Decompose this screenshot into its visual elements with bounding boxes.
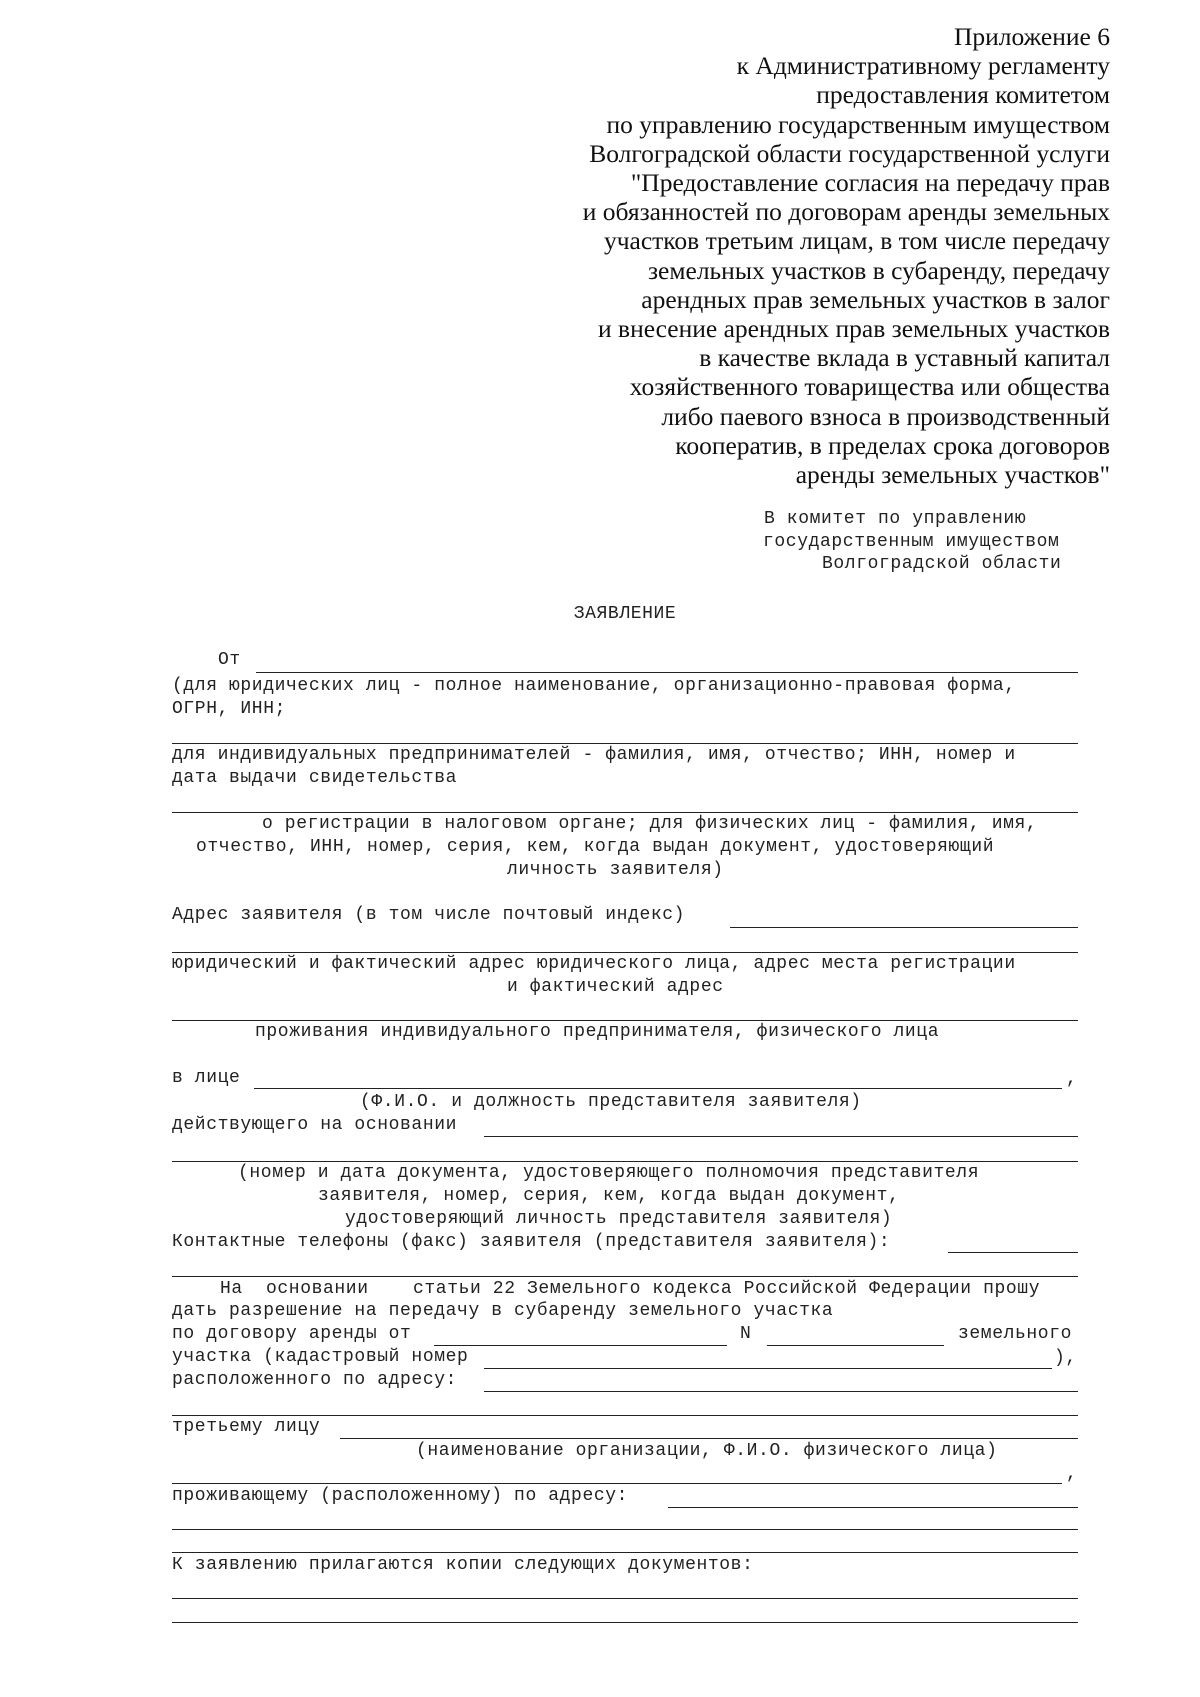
address-hint: юридический и фактический адрес юридического лица, адрес места регистрации (172, 954, 1016, 974)
appendix-line: либо паевого взноса в производственный (661, 401, 1110, 431)
appendix-line: Приложение 6 (954, 22, 1110, 51)
request-text: дать разрешение на передачу в субаренду земельного участка (172, 1301, 834, 1321)
request-text: основании (266, 1279, 369, 1299)
address-field[interactable] (172, 1020, 1078, 1021)
located-label: расположенного по адресу: (172, 1370, 458, 1390)
residing-label: проживающему (расположенному) по адресу: (172, 1486, 629, 1506)
addressee-line: государственным имуществом (763, 531, 1060, 552)
third-party-field[interactable] (172, 1483, 1062, 1484)
from-field[interactable] (256, 672, 1078, 673)
appendix-header (550, 22, 1110, 489)
attachments-label: К заявлению прилагаются копии следующих документов: (172, 1555, 754, 1575)
phones-field[interactable] (948, 1252, 1078, 1253)
appendix-line: участков третьим лицам, в том числе передачу (603, 226, 1110, 256)
address-label: Адрес заявителя (в том числе почтовый индекс) (172, 905, 686, 925)
appendix-line: "Предоставление согласия на передачу прав (630, 168, 1110, 198)
applicant-field[interactable] (172, 812, 1078, 813)
appendix-line: арендных прав земельных участков в залог (641, 284, 1110, 314)
appendix-line: и внесение арендных прав земельных участков (598, 314, 1110, 344)
request-text: На (220, 1279, 243, 1299)
residing-address-field[interactable] (172, 1529, 1078, 1530)
cadastral-label: участка (кадастровый номер (172, 1347, 469, 1367)
legal-entity-hint: (для юридических лиц - полное наименование, организационно-правовая форма, (172, 676, 1016, 696)
plot-address-field[interactable] (484, 1391, 1078, 1392)
represented-label: в лице (172, 1068, 241, 1088)
number-label: N (740, 1324, 752, 1344)
addressee-line: В комитет по управлению (764, 509, 1027, 529)
appendix-line: предоставления комитетом (816, 80, 1110, 110)
appendix-line: к Административному регламенту (736, 51, 1110, 81)
attachments-field[interactable] (172, 1622, 1078, 1623)
address-hint: и фактический адрес (507, 977, 724, 997)
basis-hint: (номер и дата документа, удостоверяющего полномочия представителя (238, 1163, 980, 1183)
applicant-field[interactable] (172, 743, 1078, 744)
legal-entity-hint: ОГРН, ИНН; (172, 699, 287, 719)
lease-label: по договору аренды от (172, 1324, 412, 1344)
basis-hint: удостоверяющий личность представителя заявителя) (345, 1209, 893, 1229)
appendix-line: земельных участков в субаренду, передачу (647, 255, 1110, 285)
appendix-line: кооператив, в пределах срока договоров (675, 430, 1110, 460)
lease-date-field[interactable] (434, 1345, 727, 1346)
individual-hint: личность заявителя) (507, 860, 724, 880)
appendix-line: Волгоградской области государственной услуги (589, 138, 1110, 168)
cadastral-field[interactable] (484, 1368, 1052, 1369)
address-hint: проживания индивидуального предпринимателя, физического лица (255, 1022, 940, 1042)
comma: , (1066, 1069, 1078, 1089)
attachments-field[interactable] (172, 1598, 1078, 1599)
appendix-line: по управлению государственным имуществом (606, 109, 1110, 139)
comma: , (1066, 1464, 1078, 1484)
plot-address-field[interactable] (172, 1415, 1078, 1416)
residing-address-field[interactable] (668, 1507, 1078, 1508)
represented-hint: (Ф.И.О. и должность представителя заявителя) (360, 1092, 862, 1112)
appendix-line: хозяйственного товарищества или общества (629, 372, 1110, 402)
individual-hint: о регистрации в налоговом органе; для физических лиц - фамилия, имя, (262, 814, 1038, 834)
from-label: От (218, 650, 241, 670)
appendix-line: аренды земельных участков" (795, 460, 1110, 490)
basis-field[interactable] (172, 1161, 1078, 1162)
phones-field[interactable] (172, 1276, 1078, 1277)
individual-hint: отчество, ИНН, номер, серия, кем, когда выдан документ, удостоверяющий (196, 837, 995, 857)
basis-label: действующего на основании (172, 1115, 458, 1135)
representative-field[interactable] (254, 1088, 1062, 1089)
addressee-line: Волгоградской области (822, 554, 1062, 574)
basis-field[interactable] (484, 1136, 1078, 1137)
appendix-line: в качестве вклада в уставный капитал (699, 343, 1110, 373)
address-field[interactable] (172, 952, 1078, 953)
plot-label: земельного (958, 1324, 1073, 1344)
address-field[interactable] (730, 927, 1078, 928)
entrepreneur-hint: дата выдачи свидетельства (172, 768, 458, 788)
phones-label: Контактные телефоны (факс) заявителя (представителя заявителя): (172, 1232, 891, 1252)
cadastral-close: ), (1054, 1348, 1077, 1368)
entrepreneur-hint: для индивидуальных предпринимателей - фамилия, имя, отчество; ИНН, номер и (172, 745, 1016, 765)
addressee-block (700, 508, 1080, 576)
residing-address-field[interactable] (172, 1552, 1078, 1553)
request-text: статьи 22 Земельного кодекса Российской Федерации прошу (413, 1279, 1041, 1299)
lease-number-field[interactable] (767, 1345, 944, 1346)
third-party-hint: (наименование организации, Ф.И.О. физического лица) (416, 1441, 998, 1461)
document-title: ЗАЯВЛЕНИЕ (573, 604, 677, 624)
basis-hint: заявителя, номер, серия, кем, когда выдан документ, (318, 1186, 900, 1206)
third-party-field[interactable] (340, 1438, 1078, 1439)
third-party-label: третьему лицу (172, 1417, 321, 1437)
appendix-line: и обязанностей по договорам аренды земельных (582, 197, 1110, 227)
